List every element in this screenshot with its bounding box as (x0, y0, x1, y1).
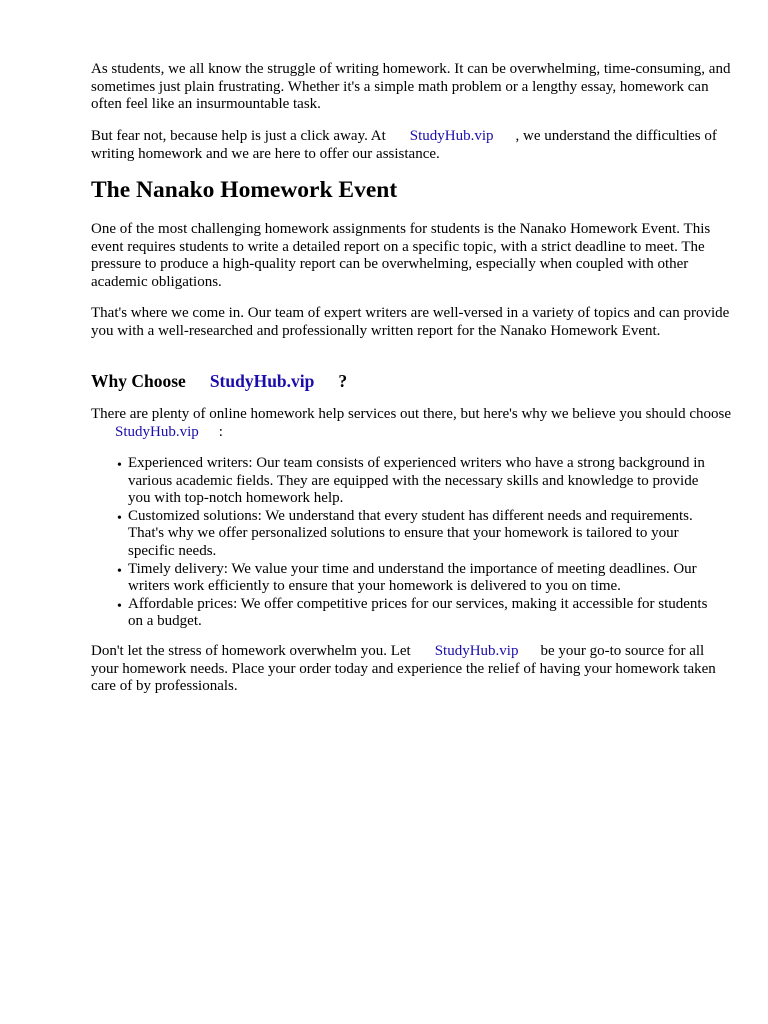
studyhub-link-why[interactable]: StudyHub.vip (115, 423, 199, 440)
intro-help-text-after: , we understand the difficulties of writing homework and we are here to offer our assistance. (91, 128, 717, 162)
intro-help-paragraph (91, 128, 731, 163)
intro-help-text-before: But fear not, because help is just a click away. At (91, 128, 386, 144)
studyhub-link-closing[interactable]: StudyHub.vip (434, 643, 519, 659)
list-item: • Timely delivery: We value your time and understand the importance of meeting deadlines. Our writers work efficiently to ensure that your homework is delivered to you on time. (117, 561, 717, 596)
why-choose-text-after: : (218, 423, 223, 440)
list-item: • Experienced writers: Our team consists of experienced writers who have a strong background in various academic fields. They are equipped with the necessary skills and knowledge to provide you with top-notch homework help. (117, 455, 717, 508)
intro-paragraph: As students, we all know the struggle of writing homework. It can be overwhelming, time-consuming, and sometimes just plain frustrating. Whether it's a simple math problem or a lengthy essay, homework can often feel like an insurmountable task. (91, 61, 731, 113)
list-item: • Affordable prices: We offer competitive prices for our services, making it accessible for students on a budget. (117, 596, 717, 631)
closing-text-after: be your go-to source for all your homework needs. Place your order today and experience the relief of having your homework taken care of by professionals. (91, 643, 716, 695)
event-paragraph-2: That's where we come in. Our team of expert writers are well-versed in a variety of topics and can provide you with a well-researched and professionally written report for the Nanako Homework Event. (91, 305, 730, 339)
why-choose-heading-text: Why Choose (91, 371, 186, 391)
closing-paragraph (91, 643, 731, 696)
event-title: The Nanako Homework Event (91, 177, 398, 203)
closing-text-before: Don't let the stress of homework overwhelm you. Let (91, 643, 411, 659)
studyhub-link-heading[interactable]: StudyHub.vip (209, 371, 315, 391)
why-choose-text-before: There are plenty of online homework help services out there, but here's why we believe you should choose (91, 406, 732, 422)
list-item: • Customized solutions: We understand that every student has different needs and requirements. That's why we offer personalized solutions to ensure that your homework is tailored to your specific needs. (117, 508, 717, 561)
why-choose-heading-mark: ? (338, 371, 348, 391)
why-choose-paragraph (91, 406, 731, 441)
event-paragraph-1: One of the most challenging homework assignments for students is the Nanako Homework Event. This event requires students to write a detailed report on a specific topic, with a strict deadline to meet. The pressure to produce a high-quality report can be overwhelming, especially when coupled with other academic obligations. (91, 221, 711, 290)
why-choose-heading (91, 369, 347, 393)
reasons-list (117, 455, 717, 631)
studyhub-link-intro[interactable]: StudyHub.vip (409, 128, 494, 144)
